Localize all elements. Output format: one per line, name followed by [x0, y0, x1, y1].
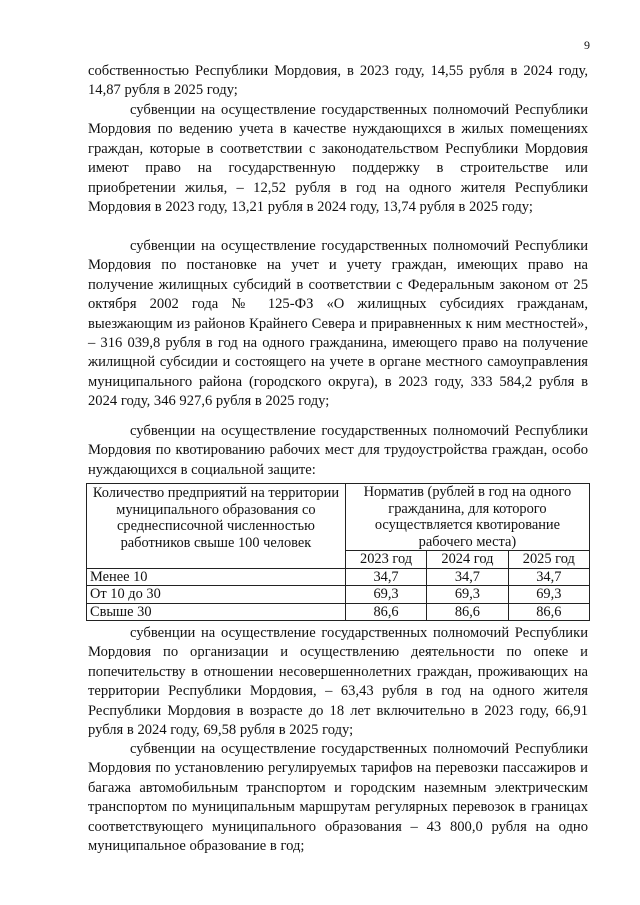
table-header-row — [87, 484, 590, 551]
row-value: 86,6 — [427, 603, 508, 621]
paragraph-housing-registry: субвенции на осуществление государственных полномочий Республики Мордовия по ведению учета в качестве нуждающихся в жилых помещениях граждан, которые в соответствии с законодательством Республики Мордовия имеют право на государственную поддержку в строительстве или приобретении жилья, – 12,52 рубля в год на одного жителя Республики Мордовия в 2023 году, 13,21 рубля в 2024 году, 13,74 рубля в 2025 году; — [88, 102, 588, 216]
page-number: 9 — [584, 38, 590, 52]
row-value: 86,6 — [345, 603, 426, 621]
table-header-right: Норматив (рублей в год на одного гражданина, для которого осуществляется квотирование рабочего места) — [345, 484, 589, 551]
row-value: 34,7 — [508, 568, 589, 586]
paragraph-continuation: собственностью Республики Мордовия, в 2023 году, 14,55 рубля в 2024 году, 14,87 рубля в 2025 году; — [88, 63, 588, 99]
row-value: 69,3 — [427, 586, 508, 604]
row-value: 86,6 — [508, 603, 589, 621]
row-value: 34,7 — [345, 568, 426, 586]
paragraph-job-quotas: субвенции на осуществление государственных полномочий Республики Мордовия по квотированию рабочих мест для трудоустройства граждан, особо нуждающихся в социальной защите: — [88, 423, 588, 478]
table-row — [87, 586, 590, 604]
table-row — [87, 568, 590, 586]
row-label: Свыше 30 — [87, 603, 346, 621]
row-label: От 10 до 30 — [87, 586, 346, 604]
paragraph-transport-tariffs: субвенции на осуществление государственных полномочий Республики Мордовия по установлению регулируемых тарифов на перевозки пассажиров и багажа автомобильным транспортом и городским наземным электрическим транспортом по муниципальным маршрутам регулярных перевозок в границах соответствующего муниципального образования – 43 800,0 рубля на одно муниципальное образование в год; — [88, 741, 588, 855]
table-header-left: Количество предприятий на территории муниципального образования со среднесписочной численностью работников свыше 100 человек — [87, 484, 346, 569]
year-2024: 2024 год — [427, 551, 508, 569]
table-row — [87, 603, 590, 621]
paragraph-guardianship: субвенции на осуществление государственных полномочий Республики Мордовия по организации и осуществлению деятельности по опеке и попечительству в отношении несовершеннолетних граждан, проживающих на территории Республики Мордовия, – 63,43 рубля в год на одного жителя Республики Мордовия в возрасте до 18 лет включительно в 2023 году, 66,91 рубля в 2024 году, 69,58 рубля в 2025 году; — [88, 625, 588, 739]
row-value: 69,3 — [508, 586, 589, 604]
paragraph-housing-subsidies: субвенции на осуществление государственных полномочий Республики Мордовия по постановке на учет и учету граждан, имеющих право на получение жилищных субсидий в соответствии с Федеральным законом от 25 октября 2002 года № 125-ФЗ «О жилищных субсидиях гражданам, выезжающим из районов Крайнего Севера и приравненных к ним местностей», – 316 039,8 рубля в год на одного гражданина, имеющего право на получение жилищной субсидии и состоящего на учете в органе местного самоуправления муниципального района (городского округа), в 2023 году, 333 584,2 рубля в 2024 году, 346 927,6 рубля в 2025 году; — [88, 238, 588, 410]
year-2023: 2023 год — [345, 551, 426, 569]
row-value: 69,3 — [345, 586, 426, 604]
quota-table — [86, 483, 590, 621]
row-label: Менее 10 — [87, 568, 346, 586]
year-2025: 2025 год — [508, 551, 589, 569]
row-value: 34,7 — [427, 568, 508, 586]
